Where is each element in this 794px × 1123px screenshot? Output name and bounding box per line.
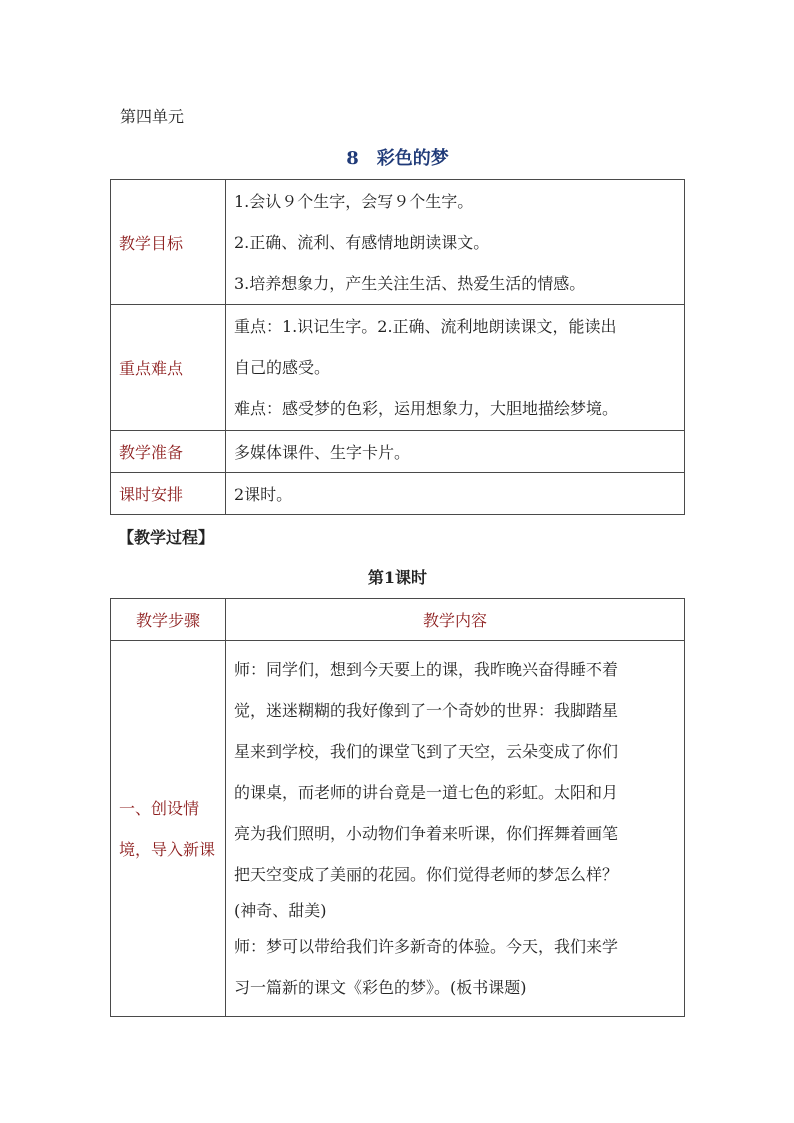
content-line: (神奇、甜美) [234,901,327,920]
keypoint-line: 自己的感受。 [234,358,331,377]
lesson-period: 第1课时 [367,568,428,587]
content-line: 习一篇新的课文《彩色的梦》。(板书课题) [234,978,527,997]
content-line: 星来到学校，我们的课堂飞到了天空，云朵变成了你们 [234,742,619,761]
unit-heading: 第四单元 [120,107,185,126]
content-line: 觉，迷迷糊糊的我好像到了一个奇妙的世界：我脚踏星 [234,701,619,720]
objective-item: 2.正确、流利、有感情地朗读课文。 [234,232,490,252]
preparation-content: 多媒体课件、生字卡片。 [226,431,685,473]
keypoints-row [111,305,685,431]
steps-header-row [111,599,685,641]
preparation-label: 教学准备 [111,431,226,473]
content-line: 师：梦可以带给我们许多新奇的体验。今天，我们来学 [234,937,619,956]
lesson-number: 8 [346,148,359,169]
keypoints-content [226,305,685,431]
table-row [111,641,685,1017]
objectives-label: 教学目标 [111,180,226,305]
header-content: 教学内容 [226,599,685,641]
objective-item: 1.会认９个生字，会写９个生字。 [234,191,474,211]
objectives-row [111,180,685,305]
step-label: 一、创设情境，导入新课 [111,641,226,1017]
schedule-row [111,473,685,515]
step-content [226,641,685,1017]
schedule-label: 课时安排 [111,473,226,515]
process-heading: 【教学过程】 [118,528,215,547]
objectives-content [226,180,685,305]
keypoint-line: 重点：1.识记生字。2.正确、流利地朗读课文，能读出 [234,317,617,336]
content-line: 师：同学们，想到今天要上的课，我昨晚兴奋得睡不着 [234,660,619,679]
lesson-title [110,146,685,172]
schedule-content: 2课时。 [226,473,685,515]
content-line: 亮为我们照明，小动物们争着来听课，你们挥舞着画笔 [234,824,619,843]
content-line: 把天空变成了美丽的花园。你们觉得老师的梦怎么样？ [234,865,619,884]
steps-table [110,598,685,1017]
content-line: 的课桌，而老师的讲台竟是一道七色的彩虹。太阳和月 [234,783,619,802]
header-step: 教学步骤 [111,599,226,641]
keypoint-line: 难点：感受梦的色彩，运用想象力，大胆地描绘梦境。 [234,399,619,418]
objective-item: 3.培养想象力，产生关注生活、热爱生活的情感。 [234,273,586,293]
overview-table [110,179,685,515]
lesson-title-text: 彩色的梦 [376,148,449,169]
preparation-row [111,431,685,473]
keypoints-label: 重点难点 [111,305,226,431]
